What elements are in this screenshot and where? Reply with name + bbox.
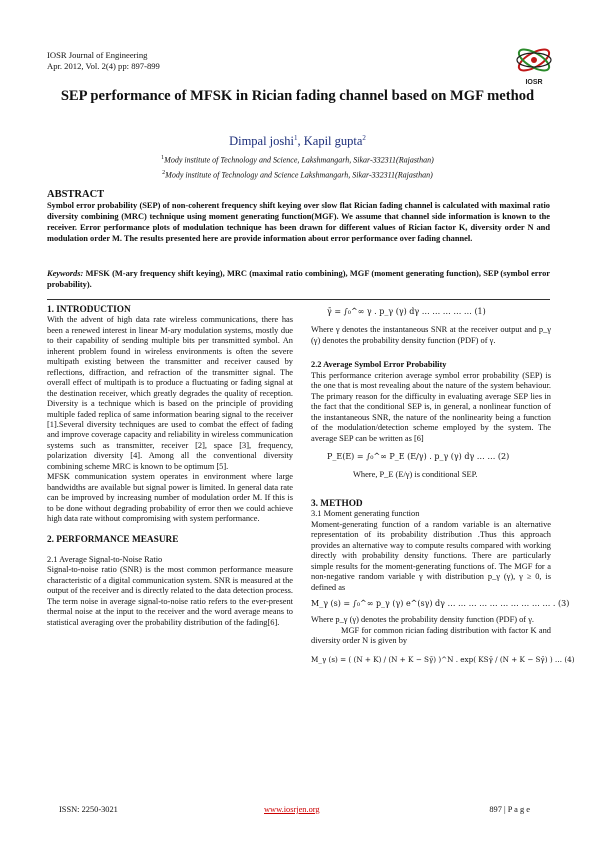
affiliation-2-text: Mody institute of Technology and Science Lakshmangarh, Sikar-332311(Rajasthan): [165, 170, 433, 180]
footer-issn: ISSN: 2250-3021: [59, 805, 118, 814]
journal-header: [47, 50, 160, 72]
equation-1: γ̄ = ∫₀^∞ γ . p_γ (γ) dγ … … … … … (1): [327, 307, 486, 316]
section-1-heading: 1. INTRODUCTION: [47, 305, 131, 315]
section-2-heading: 2. PERFORMANCE MEASURE: [47, 534, 179, 545]
column-right: [311, 305, 575, 665]
equation-3-explanation: Where p_γ (γ) denotes the probability density function (PDF) of γ.: [311, 615, 534, 625]
section-2-1-heading: 2.1 Average Signal-to-Noise Ratio: [47, 554, 163, 564]
column-left: [47, 305, 293, 628]
section-3-1-heading: 3.1 Moment generating function: [311, 509, 420, 519]
keywords-text: MFSK (M-ary frequency shift keying), MRC (maximal ratio combining), MGF (moment generating function), SEP (symbol error probability).: [47, 269, 550, 289]
section-3-1-paragraph: Moment-generating function of a random variable is an alternative representation of its probability distribution .Thus this approach provides an alternative way to compute results compared with working directly with probability density functions. There are particularly simple results for the moment-generating functions of. The MGF for a non-negative random variable γ with distribution p_γ (γ), γ ≥ 0, is defined as: [311, 519, 551, 592]
affiliation-1: [40, 152, 555, 167]
equation-2-explanation: Where, P_E (E/γ) is conditional SEP.: [353, 470, 478, 480]
iosr-logo-icon: [508, 40, 560, 92]
section-3-heading: 3. METHOD: [311, 498, 363, 509]
affiliation-1-text: Mody institute of Technology and Science, Lakshmangarh, Sikar-332311(Rajasthan): [164, 155, 434, 165]
equation-3: M_γ (s) = ∫₀^∞ p_γ (γ) e^(sγ) dγ … … … … … … … … … … . (3): [311, 598, 570, 608]
mgf-paragraph: MGF for common rician fading distribution with factor K and diversity order N is given by: [311, 625, 551, 646]
equation-4: M_γ (s) = ( (N + K) / (N + K − Sγ̄) )^N . exp( KSγ̄ / (N + K − Sγ̄) ) … (4): [311, 654, 575, 664]
logo-text: IOSR: [525, 79, 543, 86]
section-2-1-paragraph: Signal-to-noise ratio (SNR) is the most common performance measure characteristic of a digital communication system. SNR is measured at the output of the receiver and is directly related to the data detection process. The term noise in average signal-to-noise ratio refers to the ever-present thermal noise at the input to the receiver and the word average means to statistical averaging over the probability distribution of the fading[6].: [47, 565, 293, 627]
abstract-text: Symbol error probability (SEP) of non-coherent frequency shift keying over slow flat Rician fading channel is calculated with maximal ratio diversity combining (MRC) technique using moment generating function(MGF). We assume that channel side information is known to the receiver. Error performance plots of modulation technique has been drawn for different values of Rician factor K, diversity order N and modulation order M. The results presented here are provide information about error performance over fading channel.: [47, 201, 550, 243]
equation-1-explanation: Where γ denotes the instantaneous SNR at the receiver output and p_γ (γ) denotes the probability density function (PDF) of γ.: [311, 325, 551, 345]
section-2-2-paragraph: This performance criterion average symbol error probability (SEP) is the one that is most revealing about the nature of the system behaviour. The primary reason for the difficulty in evaluating average SEP lies in the fact that the conditional SEP is, in general, a nonlinear function of the instantaneous SNR, the nature of the nonlinearity being a function of the modulation/detection scheme employed by the system. The average SEP can be written as [6]: [311, 370, 551, 443]
section-2-2-heading: 2.2 Average Symbol Error Probability: [311, 360, 447, 370]
section-1-paragraph-1: With the advent of high data rate wireless communications, there has been a renewed interest in linear M-ary modulation systems, mostly due to their capability of sending multiple bits per transmitted symbol. An inherent problem found in wireless environments is often the severe multipath existing between the transmitter and receiver caused by reflections, diffraction, and refraction of the transmitter signal. The overall effect of multipath is to produce a fluctuating or fading signal at the destination receiver, which greatly degrades the quality of reception. Diversity is a technique which is based on the principle of providing multiple faded replica of same information bearing signal to the receiver [1].Several diversity techniques are used to combat the effect of fading and improve coverage capacity and reliability in wireless communication systems such as transmitter, receiver [2], space [3], frequency, polarization diversity [4]. Among all the conventional diversity combining scheme MRC is known to be optimum [5].: [47, 315, 293, 471]
abstract-heading: ABSTRACT: [47, 189, 105, 200]
author-1-sup: 1: [294, 134, 298, 142]
footer-url-link[interactable]: www.iosrjen.org: [264, 805, 320, 814]
keywords-label: Keywords:: [47, 269, 84, 278]
journal-issue: Apr. 2012, Vol. 2(4) pp: 897-899: [47, 61, 160, 71]
journal-name: IOSR Journal of Engineering: [47, 50, 148, 60]
affiliation-2: [40, 167, 555, 182]
footer-page-number: 897 | P a g e: [489, 805, 530, 814]
affiliation-2-sup: 2: [162, 169, 166, 176]
author-separator: ,: [297, 134, 304, 149]
equation-2: P_E(E) = ∫₀^∞ P_E (E/γ) . p_γ (γ) dγ … … (2): [327, 451, 510, 461]
affiliation-1-sup: 1: [161, 155, 165, 161]
section-1-paragraph-2: MFSK communication system operates in environment where large bandwidths are available but signal power is limited. In general data rate can be improved by increasing number of modulation order M. If this is to be done without degrading probability of error then we could achieve high data rate without compromising with system performance.: [47, 472, 293, 524]
affiliations: [40, 152, 555, 181]
author-1: Dimpal joshi: [229, 134, 294, 149]
keywords: [47, 268, 550, 290]
author-2-sup: 2: [362, 134, 366, 142]
authors: [40, 134, 555, 149]
paper-title: SEP performance of MFSK in Rician fading channel based on MGF method: [60, 88, 535, 104]
author-2: Kapil gupta: [303, 134, 363, 149]
divider: [47, 299, 550, 300]
